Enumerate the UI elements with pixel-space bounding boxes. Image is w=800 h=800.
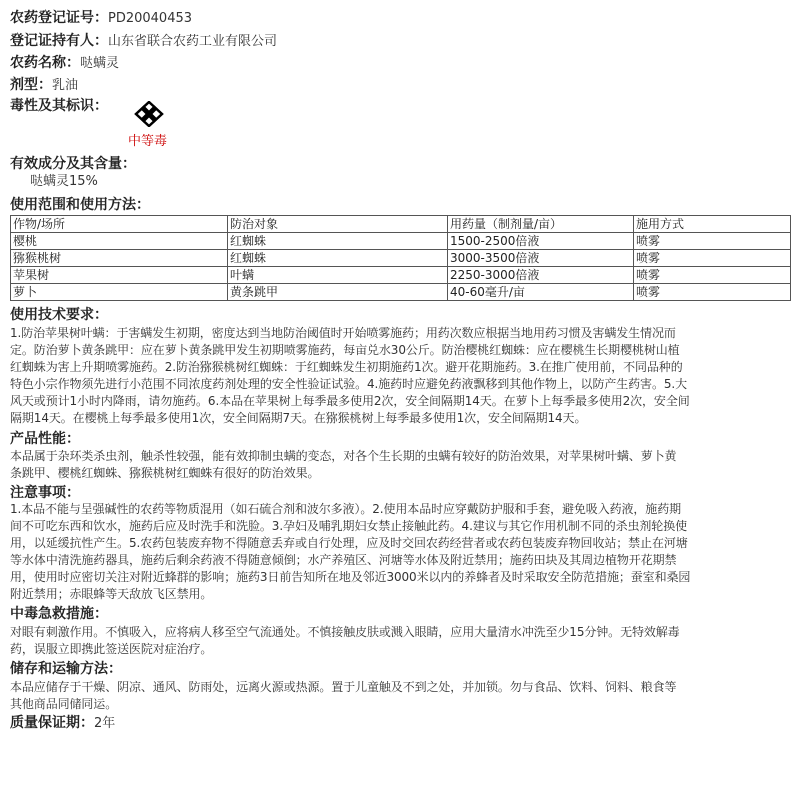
toxicity-level-text: 中等毒 — [128, 134, 168, 149]
performance-text — [10, 448, 793, 482]
usage-table — [10, 215, 791, 301]
usage-cell-method: 喷雾 — [634, 250, 791, 267]
registration-holder-row — [10, 32, 277, 51]
usage-cell-crop: 樱桃 — [11, 233, 228, 250]
toxicity-symbol-icon — [131, 101, 171, 127]
technique-line: 定。防治萝卜黄条跳甲：应在萝卜黄条跳甲发生初期喷雾施药，每亩兑水30公斤。防治樱桃红蜘蛛：应在樱桃生长期樱桃树山植 — [10, 343, 680, 357]
usage-cell-target: 红蜘蛛 — [228, 250, 448, 267]
usage-cell-crop: 苹果树 — [11, 267, 228, 284]
technique-line: 1.防治苹果树叶螨：于害螨发生初期，密度达到当地防治阈值时开始喷雾施药；用药次数应根据当地用药习惯及害螨发生情况而 — [10, 326, 676, 340]
ingredient-title: 有效成分及其含量： — [10, 156, 136, 172]
pesticide-name-row — [10, 54, 119, 73]
precautions-line: 用，使用时应密切关注对附近蜂群的影响；施药3日前告知所在地及邻近3000米以内的养蜂者及时采取安全防范措施；蚕室和桑园 — [10, 570, 691, 584]
pesticide-name-label: 农药名称： — [10, 55, 80, 71]
technique-title: 使用技术要求： — [10, 307, 108, 323]
usage-cell-method: 喷雾 — [634, 267, 791, 284]
usage-cell-crop: 猕猴桃树 — [11, 250, 228, 267]
usage-header-crop: 作物/场所 — [11, 216, 228, 233]
registration-holder-value: 山东省联合农药工业有限公司 — [108, 34, 278, 49]
usage-header-method: 施用方式 — [634, 216, 791, 233]
usage-cell-method: 喷雾 — [634, 233, 791, 250]
shelf-life-label: 质量保证期： — [10, 715, 94, 731]
usage-cell-dosage: 40-60毫升/亩 — [448, 284, 634, 301]
technique-text — [10, 325, 793, 427]
usage-header-dosage: 用药量（制剂量/亩） — [448, 216, 634, 233]
table-row — [11, 284, 791, 301]
usage-cell-dosage: 3000-3500倍液 — [448, 250, 634, 267]
registration-holder-label: 登记证持有人： — [10, 33, 108, 49]
pesticide-name-value: 哒螨灵 — [80, 56, 120, 71]
precautions-text — [10, 501, 793, 603]
formulation-label: 剂型： — [10, 77, 52, 93]
storage-line: 其他商品同储同运。 — [10, 697, 118, 711]
usage-cell-method: 喷雾 — [634, 284, 791, 301]
toxicity-label: 毒性及其标识： — [10, 98, 108, 114]
precautions-line: 等水体中清洗施药器具，施药后剩余药液不得随意倾倒；水产养殖区、河塘等水体及附近禁用；施药田块及其周边植物开花期禁 — [10, 553, 677, 567]
first-aid-line: 对眼有刺激作用。不慎吸入，应将病人移至空气流通处。不慎接触皮肤或溅入眼睛，应用大量清水冲洗至少15分钟。无特效解毒 — [10, 625, 680, 639]
performance-title: 产品性能： — [10, 431, 80, 447]
registration-number-row — [10, 9, 192, 28]
technique-line: 隔期14天。在樱桃上每季最多使用1次，安全间隔期7天。在猕猴桃树上每季最多使用1次，安全间隔期14天。 — [10, 411, 587, 425]
registration-number-label: 农药登记证号： — [10, 10, 108, 26]
usage-cell-target: 红蜘蛛 — [228, 233, 448, 250]
storage-text — [10, 679, 793, 713]
usage-cell-crop: 萝卜 — [11, 284, 228, 301]
table-row — [11, 250, 791, 267]
first-aid-title: 中毒急救措施： — [10, 606, 108, 622]
performance-line: 本品属于杂环类杀虫剂，触杀性较强，能有效抑制虫螨的变态，对各个生长期的虫螨有较好的防治效果，对苹果树叶螨、萝卜黄 — [10, 449, 677, 463]
toxicity-row — [10, 97, 108, 116]
table-row — [11, 233, 791, 250]
formulation-row — [10, 76, 78, 95]
first-aid-line: 药，误服立即携此签送医院对症治疗。 — [10, 642, 213, 656]
storage-title: 储存和运输方法： — [10, 661, 122, 677]
technique-line: 红蜘蛛为害上升期喷雾施药。2.防治猕猴桃树红蜘蛛：于红蜘蛛发生初期施药1次。避开花期施药。3.在推广使用前，不同品种的 — [10, 360, 683, 374]
usage-cell-target: 叶螨 — [228, 267, 448, 284]
precautions-line: 用，以延缓抗性产生。5.农药包装废弃物不得随意丢弃或自行处理，应及时交回农药经营者或农药包装废弃物回收站；禁止在河塘 — [10, 536, 688, 550]
shelf-life-row — [10, 714, 115, 733]
performance-line: 条跳甲、樱桃红蜘蛛、猕猴桃树红蜘蛛有很好的防治效果。 — [10, 466, 320, 480]
usage-cell-dosage: 2250-3000倍液 — [448, 267, 634, 284]
ingredient-value: 哒螨灵15% — [30, 174, 98, 189]
precautions-line: 间不可吃东西和饮水，施药后应及时洗手和洗脸。3.孕妇及哺乳期妇女禁止接触此药。4.建议与其它作用机制不同的杀虫剂轮换使 — [10, 519, 688, 533]
precautions-line: 附近禁用；赤眼蜂等天敌放飞区禁用。 — [10, 587, 213, 601]
storage-line: 本品应储存于干燥、阴凉、通风、防雨处，远离火源或热源。置于儿童触及不到之处，并加锁。勿与食品、饮料、饲料、粮食等 — [10, 680, 677, 694]
precautions-line: 1.本品不能与呈强碱性的农药等物质混用（如石硫合剂和波尔多液）。2.使用本品时应穿戴防护服和手套，避免吸入药液，施药期 — [10, 502, 682, 516]
usage-title: 使用范围和使用方法： — [10, 197, 150, 213]
first-aid-text — [10, 624, 793, 658]
precautions-title: 注意事项： — [10, 485, 80, 501]
usage-cell-dosage: 1500-2500倍液 — [448, 233, 634, 250]
registration-number-value: PD20040453 — [108, 11, 193, 26]
usage-table-header-row — [11, 216, 791, 233]
formulation-value: 乳油 — [52, 78, 79, 93]
technique-line: 风天或预计1小时内降雨，请勿施药。6.本品在苹果树上每季最多使用2次，安全间隔期14天。在萝卜上每季最多使用2次，安全间 — [10, 394, 690, 408]
table-row — [11, 267, 791, 284]
technique-line: 特色小宗作物须先进行小范围不同浓度药剂处理的安全性验证试验。4.施药时应避免药液飘移到其他作物上，以防产生药害。5.大 — [10, 377, 688, 391]
usage-header-target: 防治对象 — [228, 216, 448, 233]
shelf-life-value: 2年 — [94, 716, 116, 731]
usage-cell-target: 黄条跳甲 — [228, 284, 448, 301]
